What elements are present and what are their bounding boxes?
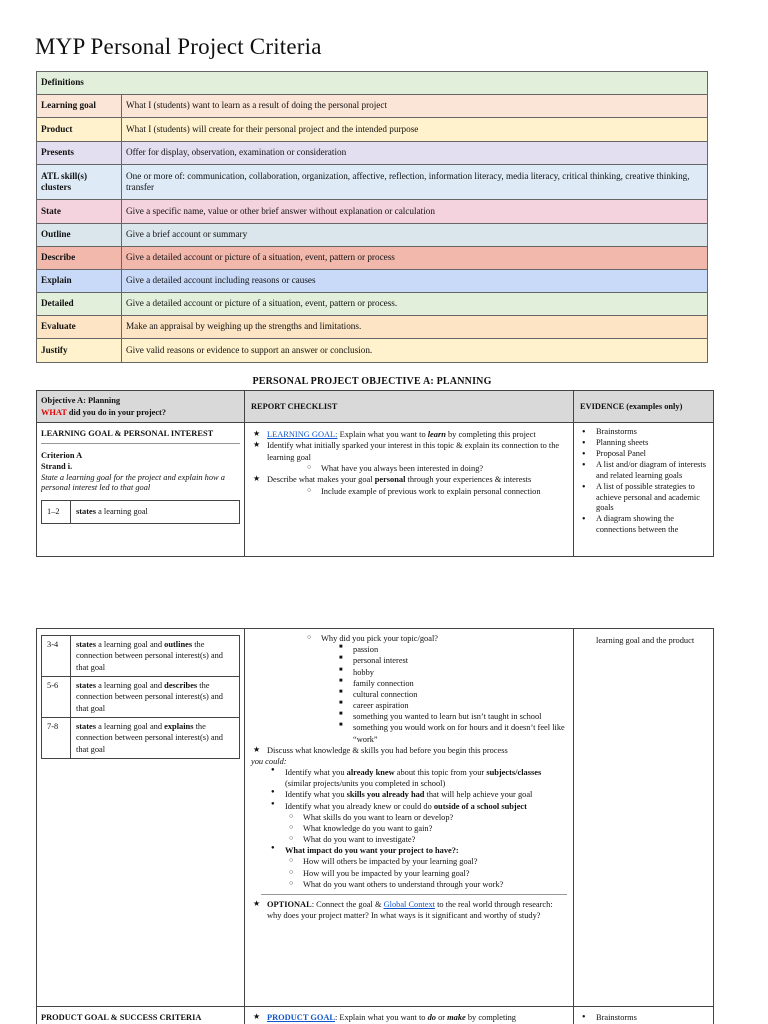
learning-goal-row <box>37 423 713 556</box>
knowledge-item: ● What impact do you want your project to have?: <box>269 845 567 856</box>
definition-row <box>37 339 708 363</box>
product-goal-row <box>37 1007 713 1024</box>
personal-emphasis: personal <box>374 475 406 485</box>
sub-list <box>287 812 567 846</box>
objective-header <box>37 391 245 422</box>
evidence-header: EVIDENCE (examples only) <box>580 401 683 411</box>
evidence-cell <box>574 1007 713 1024</box>
level-text: a learning goal and <box>96 722 165 732</box>
sub-item: ○ How will you be impacted by your learning goal? <box>287 868 567 879</box>
definition-row <box>37 118 708 142</box>
level-text: a learning goal and <box>96 640 165 649</box>
reason-item: ■ personal interest <box>337 655 567 666</box>
you-could-label: you could: <box>251 756 287 766</box>
evidence-item: • A diagram showing the connections between the <box>578 514 707 536</box>
sub-item: ○ Include example of previous work to explain personal connection <box>305 486 567 497</box>
knowledge-list <box>269 767 567 856</box>
definition-text: Give a detailed account or picture of a situation, event, pattern or process <box>122 247 708 270</box>
definition-row <box>37 165 708 200</box>
evidence-list <box>578 1012 707 1023</box>
knowledge-emphasis: subjects/classes <box>486 768 542 778</box>
checklist-cell <box>245 1007 574 1024</box>
definition-term: Detailed <box>37 293 122 316</box>
what-label: WHAT <box>41 407 67 417</box>
definition-row <box>37 247 708 270</box>
impact-list <box>287 856 567 890</box>
definition-term: Product <box>37 118 122 142</box>
product-goal-title: PRODUCT GOAL & SUCCESS CRITERIA <box>41 1013 202 1022</box>
level-verb: states <box>76 722 97 732</box>
planning-table <box>36 390 714 557</box>
checklist-item: ★ Discuss what knowledge & skills you had before you begin this process <box>251 745 567 756</box>
optional-text: to the real world through research: why does your project matter? In what ways is it significant and worthy of study? <box>267 899 553 921</box>
planning-section-title: PERSONAL PROJECT OBJECTIVE A: PLANNING <box>252 376 492 387</box>
checklist-text: by completing this project <box>445 430 536 439</box>
reason-item: ■ hobby <box>337 667 567 678</box>
definition-text: Offer for display, observation, examination or consideration <box>122 142 708 165</box>
evidence-item: • Planning sheets <box>578 438 707 449</box>
definition-text: Give a detailed account including reasons or causes <box>122 270 708 293</box>
evidence-item: • Proposal Panel <box>578 449 707 460</box>
definition-row <box>37 95 708 118</box>
learn-emphasis: learn <box>427 430 446 439</box>
level-verb: states <box>76 640 97 649</box>
level-descriptor <box>71 677 239 717</box>
sub-list <box>305 486 567 497</box>
strand-description: State a learning goal for the project and explain how a personal interest led to that goal <box>41 472 225 493</box>
definition-text: Make an appraisal by weighing up the strengths and limitations. <box>122 316 708 339</box>
definition-term: Justify <box>37 339 122 363</box>
optional-text: : Connect the goal & <box>311 899 384 909</box>
definitions-table <box>36 71 708 363</box>
definition-text: Give a brief account or summary <box>122 224 708 247</box>
definition-term: Describe <box>37 247 122 270</box>
objective-header-title: Objective A: Planning <box>41 396 121 406</box>
checklist-cell <box>245 423 574 556</box>
checklist <box>251 899 567 921</box>
levels-box <box>41 635 240 759</box>
level-descriptor <box>71 718 239 758</box>
levels-cell <box>37 629 245 1006</box>
level-number: 7-8 <box>42 718 71 758</box>
evidence-item: • A list and/or diagram of interests and related learning goals <box>578 460 707 482</box>
level-row <box>42 677 239 718</box>
optional-label: OPTIONAL <box>267 899 312 909</box>
planning-table-continued <box>36 628 714 1024</box>
knowledge-text: Identify what you <box>285 790 347 800</box>
objective-header-question: did you do in your project? <box>66 407 167 417</box>
checklist-cell <box>245 629 574 1006</box>
evidence-cell <box>574 423 713 556</box>
knowledge-emphasis: outside of a school subject <box>433 801 527 811</box>
strand-label: Strand i. <box>41 462 73 472</box>
level-text: a learning goal and <box>96 681 165 691</box>
level-number: 1–2 <box>42 501 71 523</box>
why-pick-text: Why did you pick your topic/goal? <box>321 634 438 643</box>
sub-item <box>305 633 567 745</box>
criterion-label: Criterion A <box>41 451 83 461</box>
evidence-list <box>578 427 707 536</box>
definition-text: What I (students) will create for their personal project and the intended purpose <box>122 118 708 142</box>
level-row <box>42 636 239 677</box>
sub-item: ○ What do you want to investigate? <box>287 834 567 845</box>
definition-text: Give a specific name, value or other brief answer without explanation or calculation <box>122 200 708 224</box>
level-verb: states <box>76 681 97 691</box>
checklist-text: : Explain what you want to <box>335 1013 428 1022</box>
checklist-text: or <box>435 1013 448 1022</box>
checklist-text: Identify what initially sparked your interest in this topic & explain its connection to the learning goal <box>267 441 560 462</box>
definition-row <box>37 316 708 339</box>
knowledge-text: (similar projects/units you completed in school) <box>285 779 446 789</box>
reason-item: ■ family connection <box>337 678 567 689</box>
checklist <box>251 745 567 756</box>
knowledge-item <box>269 801 567 846</box>
checklist <box>251 429 567 497</box>
checklist <box>251 1012 567 1023</box>
checklist-item <box>251 440 567 474</box>
definition-text: One or more of: communication, collaboration, organization, affective, reflection, information literacy, media literacy, critical thinking, creative thinking, transfer <box>122 165 708 200</box>
knowledge-emphasis: already knew <box>346 768 395 778</box>
checklist-item <box>251 429 567 440</box>
checklist-text: by completing <box>465 1013 516 1022</box>
knowledge-text: Identify what you <box>285 768 347 778</box>
page-title: MYP Personal Project Criteria <box>35 34 322 59</box>
definition-term: Evaluate <box>37 316 122 339</box>
level-text: a learning goal <box>96 507 148 517</box>
divider <box>261 894 567 895</box>
level-verb: outlines <box>164 640 193 649</box>
level-text: the connection between personal interest(s) and that goal <box>76 722 223 754</box>
checklist-text: Explain what you want to <box>337 430 428 439</box>
level-verb: states <box>76 507 97 517</box>
learning-goal-row-continued <box>37 629 713 1007</box>
sub-item: ○ How will others be impacted by your learning goal? <box>287 856 567 867</box>
checklist-item <box>251 1012 567 1023</box>
level-verb: describes <box>164 681 198 691</box>
divider <box>41 443 240 444</box>
optional-item <box>251 899 567 921</box>
do-emphasis: do <box>427 1013 436 1022</box>
definition-text: Give valid reasons or evidence to support an answer or conclusion. <box>122 339 708 363</box>
sub-list <box>305 633 567 745</box>
definition-row <box>37 293 708 316</box>
definition-row <box>37 270 708 293</box>
definition-term: Explain <box>37 270 122 293</box>
reason-list <box>337 644 567 745</box>
sub-list <box>305 463 567 474</box>
evidence-item: • Brainstorms <box>578 427 707 438</box>
level-text: the connection between personal interest(s) and that goal <box>76 640 223 672</box>
definition-term: Presents <box>37 142 122 165</box>
knowledge-text: that will help achieve your goal <box>424 790 533 800</box>
definition-term: ATL skill(s) clusters <box>37 165 122 200</box>
global-context-link[interactable]: Global Context <box>383 899 435 909</box>
knowledge-item <box>269 767 567 789</box>
report-checklist-header: REPORT CHECKLIST <box>245 391 574 422</box>
definition-text: What I (students) want to learn as a result of doing the personal project <box>122 95 708 118</box>
definitions-header: Definitions <box>37 72 708 95</box>
level-box <box>41 500 240 524</box>
definition-row <box>37 200 708 224</box>
sub-item: ○ What have you always been interested in doing? <box>305 463 567 474</box>
definition-term: State <box>37 200 122 224</box>
level-number: 5-6 <box>42 677 71 717</box>
sub-item: ○ What do you want others to understand through your work? <box>287 879 567 890</box>
evidence-item: • Brainstorms <box>578 1012 707 1023</box>
definition-text: Give a detailed account or picture of a situation, event, pattern or process. <box>122 293 708 316</box>
learning-goal-link[interactable]: LEARNING GOAL: <box>267 430 338 439</box>
checklist-text: through your experiences & interests <box>405 475 532 485</box>
definition-term: Learning goal <box>37 95 122 118</box>
level-row <box>42 718 239 758</box>
criterion-cell <box>37 423 245 556</box>
sub-item: ○ What knowledge do you want to gain? <box>287 823 567 834</box>
reason-item: ■ something you wanted to learn but isn’t taught in school <box>337 711 567 722</box>
definition-row <box>37 142 708 165</box>
checklist-text: Describe what makes your goal <box>267 475 375 485</box>
product-goal-heading <box>37 1007 245 1024</box>
reason-item: ■ cultural connection <box>337 689 567 700</box>
knowledge-text: Identify what you already knew or could do <box>285 801 434 811</box>
checklist-item <box>251 474 567 497</box>
planning-header-row <box>37 391 713 423</box>
level-descriptor <box>71 501 239 523</box>
reason-item: ■ passion <box>337 644 567 655</box>
sub-item: ○ What skills do you want to learn or develop? <box>287 812 567 823</box>
definition-term: Outline <box>37 224 122 247</box>
definition-row <box>37 224 708 247</box>
level-number: 3-4 <box>42 636 71 676</box>
product-goal-link[interactable]: PRODUCT GOAL <box>267 1013 336 1022</box>
knowledge-emphasis: skills you already had <box>346 790 425 800</box>
evidence-item: • A list of possible strategies to achieve personal and academic goals <box>578 482 707 515</box>
learning-goal-heading: LEARNING GOAL & PERSONAL INTEREST <box>41 429 214 438</box>
evidence-cell: learning goal and the product <box>596 636 695 645</box>
make-emphasis: make <box>447 1013 466 1022</box>
reason-item: ■ career aspiration <box>337 700 567 711</box>
reason-item: ■ something you would work on for hours and it doesn’t feel like “work” <box>337 722 567 744</box>
definitions-header-row <box>37 72 708 95</box>
level-text: the connection between personal interest(s) and that goal <box>76 681 223 713</box>
level-verb: explains <box>164 722 194 732</box>
knowledge-item <box>269 789 567 800</box>
knowledge-text: about this topic from your <box>394 768 487 778</box>
level-descriptor <box>71 636 239 676</box>
